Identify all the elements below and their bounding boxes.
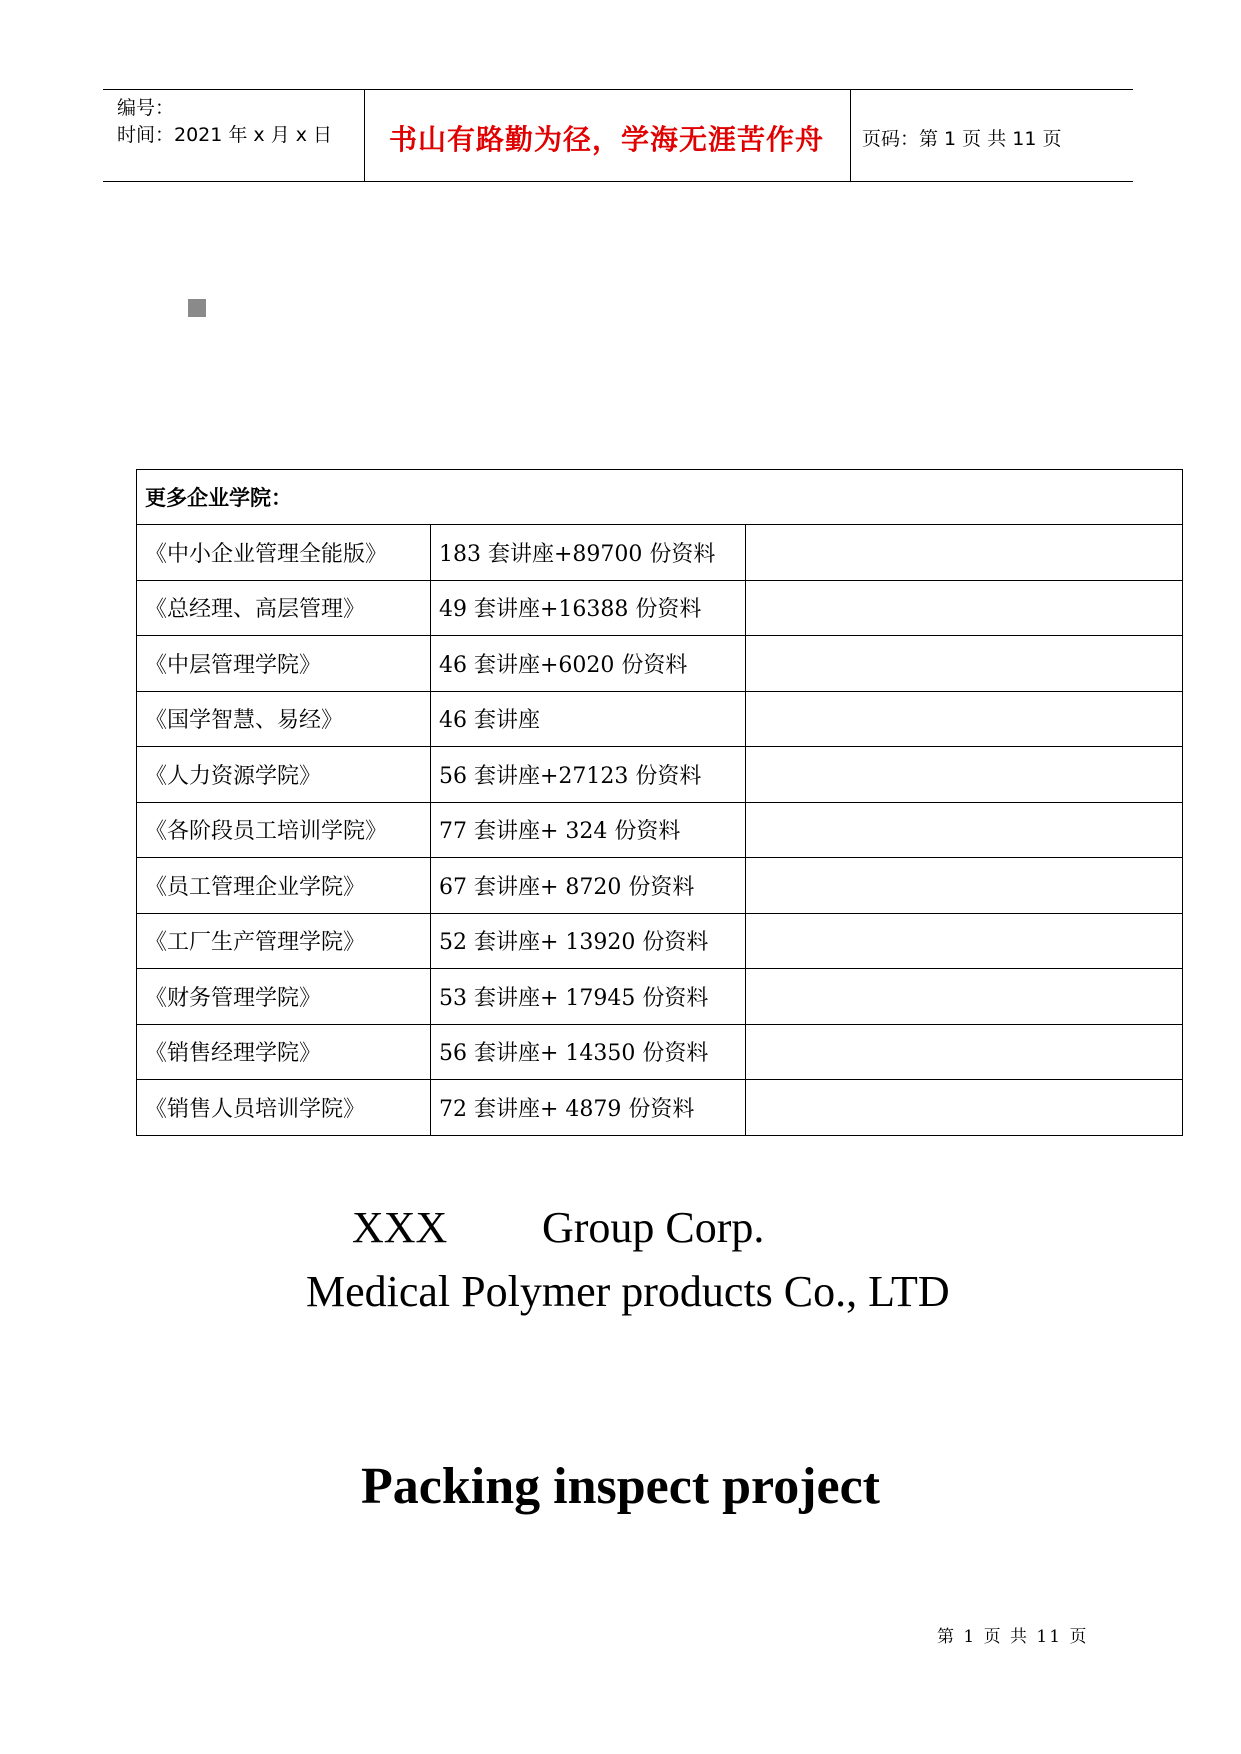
company-name-part1: XXX — [352, 1203, 448, 1252]
academy-content-cell: 56 套讲座+ 14350 份资料 — [431, 1024, 746, 1080]
academy-name-cell: 《各阶段员工培训学院》 — [137, 802, 431, 858]
academy-table-row — [137, 636, 1183, 692]
academy-name-cell: 《总经理、高层管理》 — [137, 580, 431, 636]
academy-content-cell: 53 套讲座+ 17945 份资料 — [431, 969, 746, 1025]
serial-number-label: 编号： — [117, 97, 175, 119]
academy-name-cell: 《工厂生产管理学院》 — [137, 913, 431, 969]
academy-content-cell: 52 套讲座+ 13920 份资料 — [431, 913, 746, 969]
academy-empty-cell — [746, 858, 1183, 914]
academy-empty-cell — [746, 802, 1183, 858]
academy-empty-cell — [746, 913, 1183, 969]
header-divider-left — [364, 89, 365, 181]
academy-name-cell: 《中层管理学院》 — [137, 636, 431, 692]
academy-table-row — [137, 913, 1183, 969]
header-divider-right — [850, 89, 851, 181]
header-bottom-rule — [103, 181, 1133, 182]
academy-name-cell: 《财务管理学院》 — [137, 969, 431, 1025]
date-label: 时间：2021 年 x 月 x 日 — [117, 124, 333, 146]
footer-page-number: 第 1 页 共 11 页 — [937, 1627, 1089, 1647]
project-title: Packing inspect project — [361, 1458, 880, 1515]
academy-content-cell: 46 套讲座 — [431, 691, 746, 747]
academy-content-cell: 67 套讲座+ 8720 份资料 — [431, 858, 746, 914]
academy-table-row — [137, 525, 1183, 581]
academy-name-cell: 《中小企业管理全能版》 — [137, 525, 431, 581]
academy-table-row — [137, 691, 1183, 747]
academy-name-cell: 《国学智慧、易经》 — [137, 691, 431, 747]
academy-table — [136, 469, 1183, 1136]
academy-name-cell: 《员工管理企业学院》 — [137, 858, 431, 914]
academy-empty-cell — [746, 747, 1183, 803]
company-name-part2: Group Corp. — [542, 1203, 765, 1252]
academy-content-cell: 46 套讲座+6020 份资料 — [431, 636, 746, 692]
header-slogan: 书山有路勤为径，学海无涯苦作舟 — [389, 123, 825, 156]
academy-empty-cell — [746, 1024, 1183, 1080]
company-subsidiary-name: Medical Polymer products Co., LTD — [306, 1267, 950, 1316]
header-top-rule — [103, 89, 1133, 90]
academy-empty-cell — [746, 1080, 1183, 1136]
academy-empty-cell — [746, 969, 1183, 1025]
academy-table-row — [137, 858, 1183, 914]
academy-name-cell: 《销售人员培训学院》 — [137, 1080, 431, 1136]
academy-empty-cell — [746, 636, 1183, 692]
academy-name-cell: 《人力资源学院》 — [137, 747, 431, 803]
academy-content-cell: 183 套讲座+89700 份资料 — [431, 525, 746, 581]
academy-table-row — [137, 969, 1183, 1025]
academy-empty-cell — [746, 691, 1183, 747]
academy-table-heading-row — [137, 470, 1183, 525]
academy-table-row — [137, 580, 1183, 636]
academy-content-cell: 49 套讲座+16388 份资料 — [431, 580, 746, 636]
academy-content-cell: 72 套讲座+ 4879 份资料 — [431, 1080, 746, 1136]
academy-content-cell: 56 套讲座+27123 份资料 — [431, 747, 746, 803]
academy-name-cell: 《销售经理学院》 — [137, 1024, 431, 1080]
academy-empty-cell — [746, 525, 1183, 581]
academy-table-row — [137, 1024, 1183, 1080]
header-page-number: 页码：第 1 页 共 11 页 — [862, 128, 1062, 150]
bullet-square-icon — [188, 299, 206, 317]
academy-table-heading: 更多企业学院： — [137, 470, 1183, 525]
academy-empty-cell — [746, 580, 1183, 636]
academy-content-cell: 77 套讲座+ 324 份资料 — [431, 802, 746, 858]
academy-table-row — [137, 1080, 1183, 1136]
academy-table-row — [137, 802, 1183, 858]
academy-table-row — [137, 747, 1183, 803]
